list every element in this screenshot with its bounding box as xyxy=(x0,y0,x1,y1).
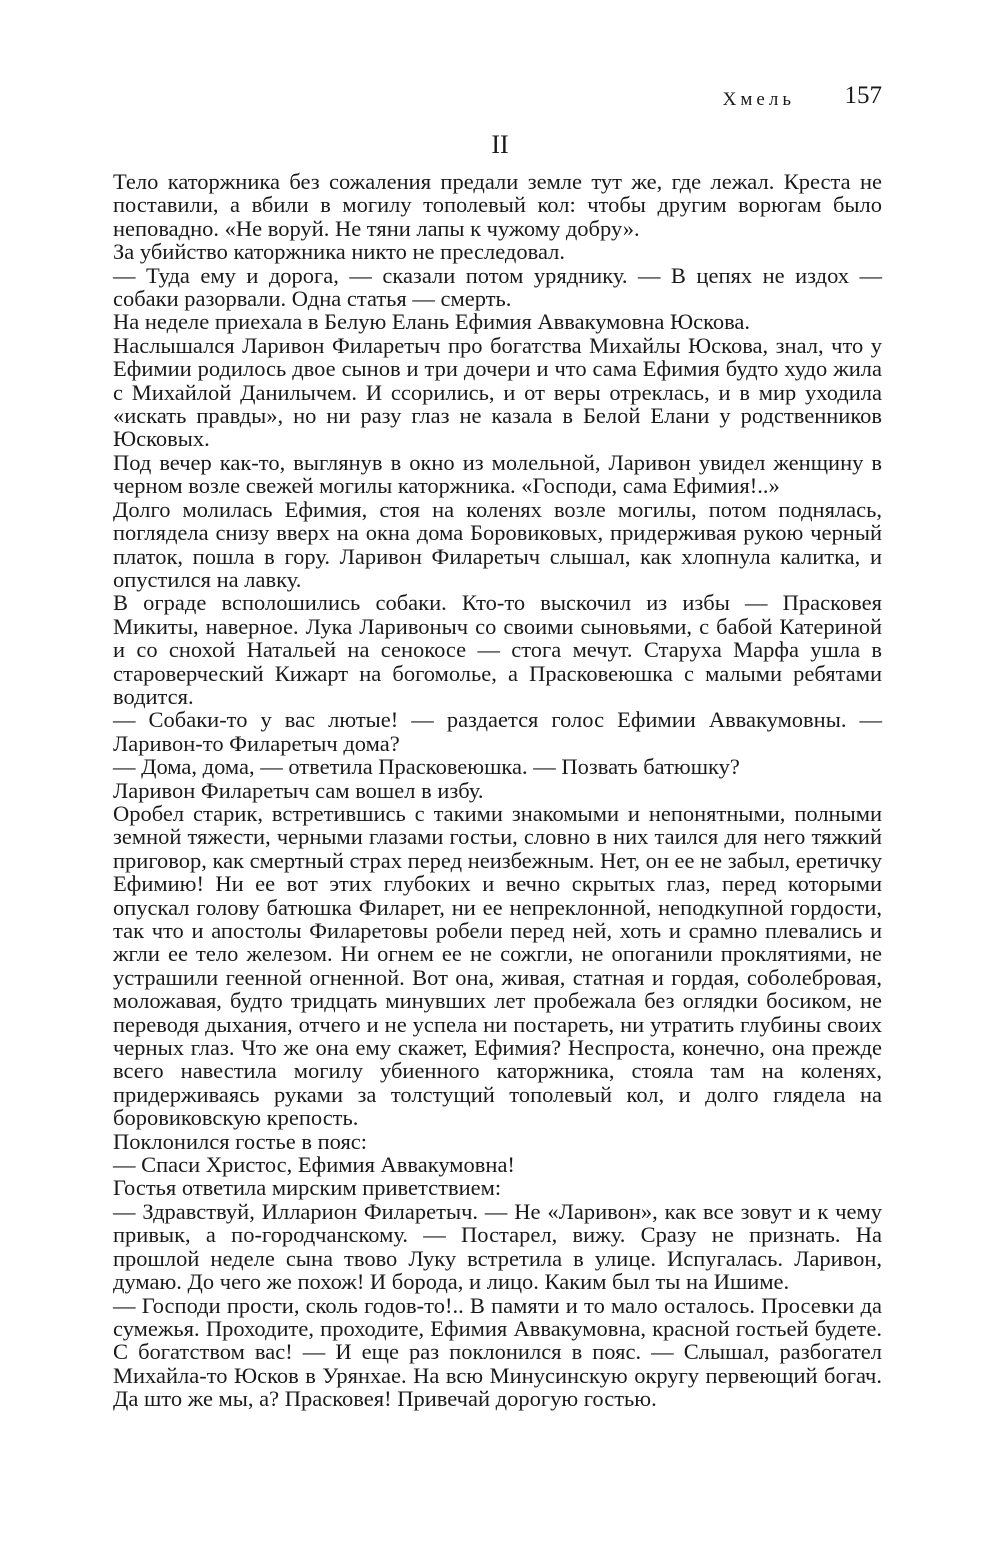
body-text xyxy=(113,170,882,1411)
paragraph: — Здравствуй, Илларион Филаретыч. — Не «Ларивон», как все зовут и к чему привык, а по-городчанскому. — Постарел, вижу. Сразу не признать. На прошлой неделе сына твово Луку встретила в улице. Испугалась. Ларивон, думаю. До чего же похож! И борода, и лицо. Каким был ты на Ишиме. xyxy=(113,1198,882,1295)
paragraph: На неделе приехала в Белую Елань Ефимия Аввакумовна Юскова. xyxy=(113,309,751,335)
paragraph: Оробел старик, встретившись с такими знакомыми и непонятными, полными земной тяжести, черными глазами гостьи, словно в них таился для него тяжкий приговор, как смертный страх перед неизбежным. Нет, он ее не забыл, еретичку Ефимию! Ни ее вот этих глубоких и вечно скрытых глаз, перед которыми опускал голову батюшка Филарет, ни ее непреклонной, неподкупной гордости, так что и апостолы Филаретовы робели перед ней, хоть и срамно плевались и жгли ее тело железом. Ни огнем ее не сожгли, не опоганили проклятиями, не устрашили геенной огненной. Вот она, живая, статная и гордая, соболебровая, моложавая, будто тридцать минувших лет пробежала без оглядки босиком, не переводя дыхания, отчего и не успела ни постареть, ни утратить глубины своих черных глаз. Что же она ему скажет, Ефимия? Неспроста, конечно, она прежде всего навестила могилу убиенного каторжника, стояла там на коленях, придерживаясь руками за толстущий тополевый кол, и долго глядела на боровиковскую крепость. xyxy=(113,800,882,1131)
paragraph: — Дома, дома, — ответила Прасковеюшка. — Позвать батюшку? xyxy=(113,754,740,780)
paragraph: За убийство каторжника никто не преследовал. xyxy=(113,239,565,265)
paragraph: — Туда ему и дорога, — сказали потом уряднику. — В цепях не издох — собаки разорвали. Одна статья — смерть. xyxy=(113,262,882,312)
paragraph: Наслышался Ларивон Филаретыч про богатства Михайлы Юскова, знал, что у Ефимии родилось двое сынов и три дочери и что сама Ефимия будто худо жила с Михайлой Данилычем. И ссорились, и от веры отреклась, и в мир уходила «искать правды», но ни разу глаз не казала в Белой Елани у родственников Юсковых. xyxy=(113,332,882,452)
paragraph: — Спаси Христос, Ефимия Аввакумовна! xyxy=(113,1152,515,1178)
paragraph: Поклонился гостье в пояс: xyxy=(113,1128,368,1154)
paragraph: Под вечер как-то, выглянув в окно из молельной, Ларивон увидел женщину в черном возле свежей могилы каторжника. «Господи, сама Ефимия!..» xyxy=(113,449,882,499)
paragraph: Тело каторжника без сожаления предали земле тут же, где лежал. Креста не поставили, а вбили в могилу тополевый кол: чтобы другим ворюгам было неповадно. «Не воруй. Не тяни лапы к чужому добру». xyxy=(113,169,882,241)
paragraph: Ларивон Филаретыч сам вошел в избу. xyxy=(113,777,484,803)
book-title: Хмель xyxy=(722,89,795,110)
section-number: II xyxy=(491,130,509,159)
paragraph: Долго молилась Ефимия, стоя на коленях возле могилы, потом поднялась, поглядела снизу вверх на окна дома Боровиковых, придерживая рукою черный платок, пошла в гору. Ларивон Филаретыч слышал, как хлопнула калитка, и опустился на лавку. xyxy=(113,496,882,592)
paragraph: Гостья ответила мирским приветствием: xyxy=(113,1175,502,1201)
paragraph: — Собаки-то у вас лютые! — раздается голос Ефимии Аввакумовны. — Ларивон-то Филаретыч дома? xyxy=(113,707,882,756)
paragraph: — Господи прости, сколь годов-то!.. В памяти и то мало осталось. Просевки да сумежья. Проходите, проходите, Ефимия Аввакумовна, красной гостьей будете. С богатством вас! — И еще раз поклонился в пояс. — Слышал, разбогател Михайла-то Юсков в Урянхае. На всю Минусинскую округу первеющий богач. Да што же мы, а? Прасковея! Привечай дорогую гостью. xyxy=(113,1292,882,1412)
paragraph: В ограде всполошились собаки. Кто-то выскочил из избы — Прасковея Микиты, наверное. Лука Ларивоныч со своими сыновьями, с бабой Катериной и со снохой Натальей на сенокосе — стога мечут. Старуха Марфа ушла в староверческий Кижарт на богомолье, а Прасковеюшка с малыми ребятами водится. xyxy=(113,590,882,709)
running-head xyxy=(0,82,1000,112)
page-number: 157 xyxy=(844,82,882,109)
